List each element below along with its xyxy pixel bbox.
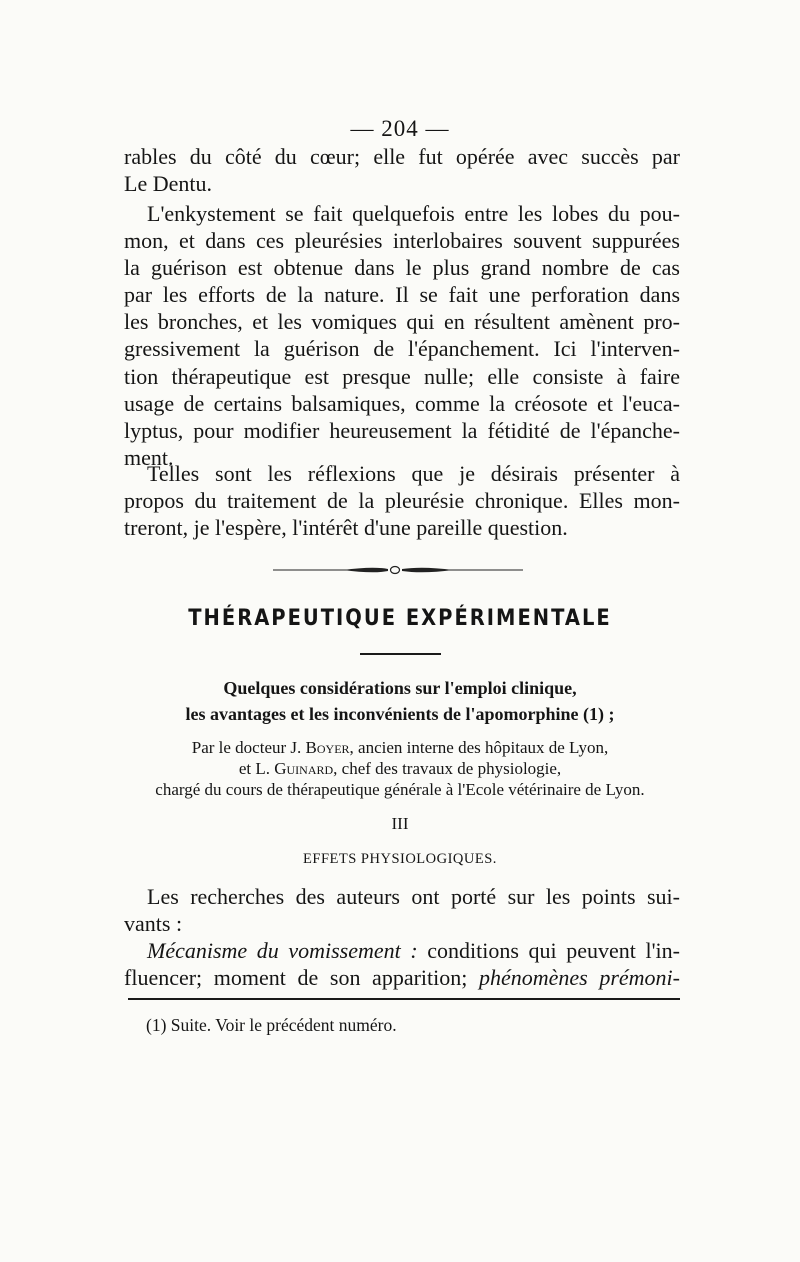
page-number: — 204 — xyxy=(350,116,450,141)
text-line: propos du traitement de la pleurésie chronique. Elles mon- xyxy=(124,488,680,514)
text-line: gressivement la guérison de l'épanchement. Ici l'interven- xyxy=(124,336,680,362)
text-line xyxy=(124,964,680,991)
authors-suffix: , ancien interne des hôpitaux de Lyon, xyxy=(349,738,609,757)
authors-suffix: , chef des travaux de physiologie, xyxy=(333,759,562,778)
section-number: III xyxy=(391,814,409,833)
title-rule xyxy=(360,653,441,655)
text-line: rables du côté du cœur; elle fut opérée avec succès par xyxy=(124,144,680,169)
authors-line1 xyxy=(0,738,800,758)
paragraph-enkystement xyxy=(124,200,680,471)
article-title-line1: Quelques considérations sur l'emploi clinique, xyxy=(223,678,577,698)
italic-phrase: phénomènes prémoni- xyxy=(478,965,680,991)
italic-phrase: Mécanisme du vomissement : xyxy=(147,938,418,964)
authors-line2 xyxy=(0,759,800,779)
author-name: Guinard xyxy=(274,759,334,778)
text-line: par les efforts de la nature. Il se fait une perforation dans xyxy=(124,282,680,308)
text-line: tion thérapeutique est presque nulle; elle consiste à faire xyxy=(124,363,680,389)
paragraph-recherches xyxy=(124,883,680,991)
text-line: lyptus, pour modifier heureusement la fétidité de l'épanche- xyxy=(124,417,680,443)
text-line: mon, et dans ces pleurésies interlobaires souvent suppurées xyxy=(124,228,680,254)
text-line: usage de certains balsamiques, comme la créosote et l'euca- xyxy=(124,390,680,416)
text-line: Telles sont les réflexions que je désirais présenter à xyxy=(147,461,680,486)
text-fragment: fluencer; moment de son apparition; xyxy=(124,965,479,991)
text-line: vants : xyxy=(124,911,183,937)
authors-prefix: et L. xyxy=(238,759,275,778)
authors-prefix: Par le docteur J. xyxy=(191,738,306,757)
text-fragment: conditions qui peuvent l'in- xyxy=(417,938,680,964)
paragraph-continuation xyxy=(124,143,680,197)
text-line: Les recherches des auteurs ont porté sur les points sui- xyxy=(147,884,680,909)
text-line: les bronches, et les vomiques qui en résultent amènent pro- xyxy=(124,309,680,335)
footnote: (1) Suite. Voir le précédent numéro. xyxy=(146,1015,397,1035)
section-heading: EFFETS PHYSIOLOGIQUES. xyxy=(303,851,497,867)
author-name: Boyer xyxy=(305,738,350,757)
text-line xyxy=(124,937,680,964)
paragraph-conclusion xyxy=(124,460,680,541)
text-line: treront, je l'espère, l'intérêt d'une pareille question. xyxy=(124,515,568,541)
section-title: THÉRAPEUTIQUE EXPÉRIMENTALE xyxy=(188,604,612,631)
footnote-rule xyxy=(128,998,680,1000)
article-title-line2: les avantages et les inconvénients de l'apomorphine (1) ; xyxy=(185,704,615,724)
authors-line3: chargé du cours de thérapeutique générale à l'Ecole vétérinaire de Lyon. xyxy=(155,780,645,799)
text-line: ment. xyxy=(124,444,174,470)
text-line: la guérison est obtenue dans le plus grand nombre de cas xyxy=(124,255,680,281)
text-line: L'enkystement se fait quelquefois entre les lobes du pou- xyxy=(147,201,680,226)
text-line: Le Dentu. xyxy=(124,171,212,197)
ornament-divider xyxy=(273,563,523,577)
